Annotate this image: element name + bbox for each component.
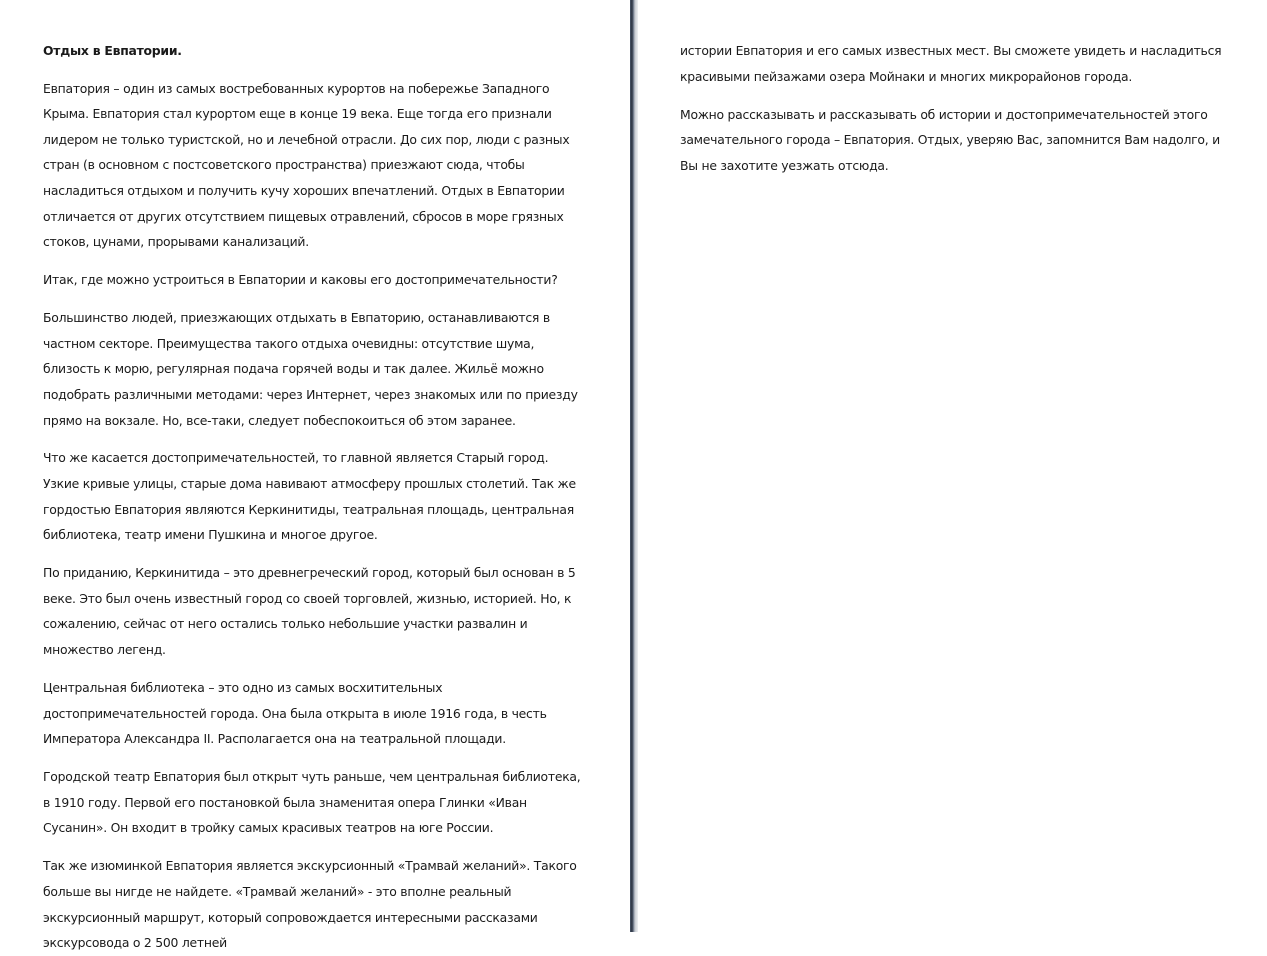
paragraph: Можно рассказывать и рассказывать об истории и достопримечательностей этого замечательного города – Евпатория. Отдых, уверяю Вас, запомнится Вам надолго, и Вы не захотите уезжать отсюда.: [680, 106, 1220, 173]
paragraph: Большинство людей, приезжающих отдыхать в Евпаторию, останавливаются в частном секторе. Преимущества такого отдыха очевидны: отсутствие шума, близость к морю, регулярная подача горячей воды и так далее. Жильё можно подобрать различными методами: через Интернет, через знакомых или по приезду прямо на вокзале. Но, все-таки, следует побеспокоиться об этом заранее.: [43, 310, 578, 428]
right-page-content: [680, 38, 1225, 178]
paragraph: По приданию, Керкинитида – это древнегреческий город, который был основан в 5 веке. Это был очень известный город со своей торговлей, жизнью, историей. Но, к сожалению, сейчас от него остались только небольшие участки развалин и множество легенд.: [43, 565, 576, 658]
paragraph: Центральная библиотека – это одно из самых восхитительных достопримечательностей города. Она была открыта в июле 1916 года, в честь Императора Александра II. Располагается она на театральной площади.: [43, 680, 547, 747]
paragraph: Городской театр Евпатория был открыт чуть раньше, чем центральная библиотека, в 1910 году. Первой его постановкой была знаменитая опера Глинки «Иван Сусанин». Он входит в тройку самых красивых театров на юге России.: [43, 769, 581, 836]
document-title: Отдых в Евпатории.: [43, 43, 182, 58]
page-divider: [630, 0, 638, 932]
left-page: [0, 0, 630, 951]
paragraph: Евпатория – один из самых востребованных курортов на побережье Западного Крыма. Евпатория стал курортом еще в конце 19 века. Еще тогда его признали лидером не только туристской, но и лечебной отрасли. До сих пор, люди с разных стран (в основном с постсоветского пространства) приезжают сюда, чтобы насладиться отдыхом и получить кучу хороших впечатлений. Отдых в Евпатории отличается от других отсутствием пищевых отравлений, сбросов в море грязных стоков, цунами, прорывами канализаций.: [43, 80, 570, 250]
paragraph: Итак, где можно устроиться в Евпатории и каковы его достопримечательности?: [43, 272, 558, 288]
left-page-content: [43, 38, 588, 956]
paragraph: Что же касается достопримечательностей, то главной является Старый город. Узкие кривые улицы, старые дома навивают атмосферу прошлых столетий. Так же гордостью Евпатория являются Керкинитиды, театральная площадь, центральная библиотека, театр имени Пушкина и многое другое.: [43, 450, 576, 543]
right-page: [638, 0, 1267, 932]
paragraph: Так же изюминкой Евпатория является экскурсионный «Трамвай желаний». Такого больше вы нигде не найдете. «Трамвай желаний» - это вполне реальный экскурсионный маршрут, который сопровождается интересными рассказами экскурсовода о 2 500 летней: [43, 858, 577, 951]
paragraph: истории Евпатория и его самых известных мест. Вы сможете увидеть и насладиться красивыми пейзажами озера Мойнаки и многих микрорайонов города.: [680, 43, 1222, 84]
